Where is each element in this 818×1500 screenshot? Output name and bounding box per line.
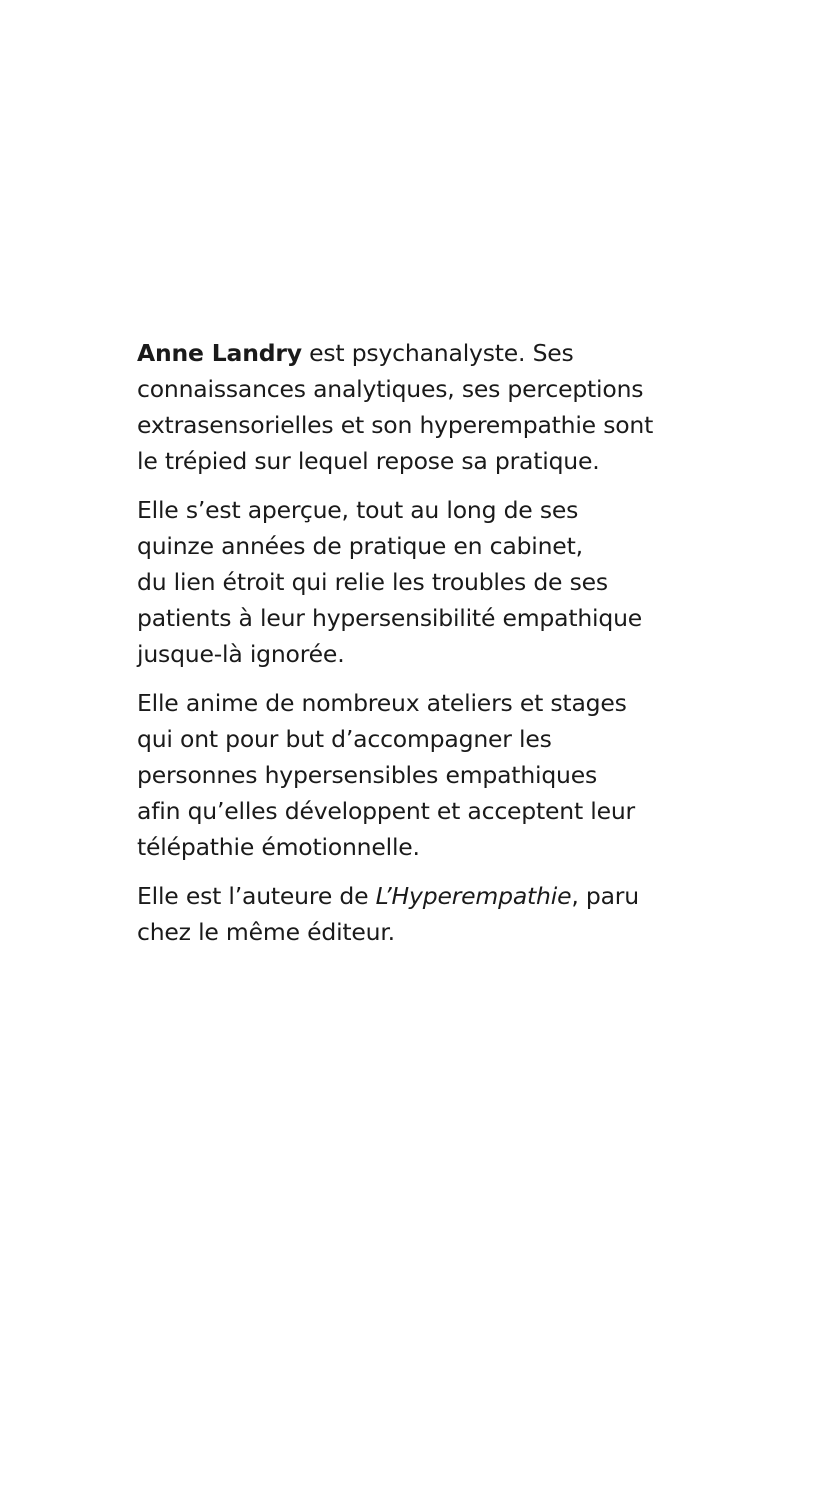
bio-p4-line-1-before: Elle est l’auteure de bbox=[137, 882, 376, 910]
author-biography bbox=[137, 335, 697, 963]
bio-p3-line-1: Elle anime de nombreux ateliers et stages bbox=[137, 689, 627, 717]
bio-p2-line-4: patients à leur hypersensibilité empathique bbox=[137, 604, 643, 632]
bio-p2-line-3: du lien étroit qui relie les troubles de ses bbox=[137, 568, 608, 596]
bio-p4-line-2: chez le même éditeur. bbox=[137, 918, 395, 946]
bio-p2-line-5: jusque-là ignorée. bbox=[137, 640, 345, 668]
bio-p3-line-2: qui ont pour but d’accompagner les bbox=[137, 725, 552, 753]
bio-p1-line-3: extrasensorielles et son hyperempathie sont bbox=[137, 411, 654, 439]
author-name: Anne Landry bbox=[137, 339, 302, 367]
book-title: L’Hyperempathie bbox=[375, 882, 572, 910]
bio-p2-line-1: Elle s’est aperçue, tout au long de ses bbox=[137, 496, 579, 524]
bio-p4-line-1 bbox=[137, 878, 697, 914]
bio-paragraph-2 bbox=[137, 492, 697, 672]
bio-p4-line-1-after: , paru bbox=[571, 882, 639, 910]
bio-p3-line-3: personnes hypersensibles empathiques bbox=[137, 761, 598, 789]
bio-p3-line-4: afin qu’elles développent et acceptent leur bbox=[137, 797, 636, 825]
bio-p3-line-5: télépathie émotionnelle. bbox=[137, 833, 420, 861]
bio-paragraph-1 bbox=[137, 335, 697, 479]
bio-p1-line-2: connaissances analytiques, ses perceptions bbox=[137, 375, 644, 403]
bio-p1-line-4: le trépied sur lequel repose sa pratique. bbox=[137, 447, 600, 475]
bio-p1-line-1-rest: est psychanalyste. Ses bbox=[301, 339, 574, 367]
bio-p1-line-1 bbox=[137, 335, 697, 371]
bio-p2-line-2: quinze années de pratique en cabinet, bbox=[137, 532, 583, 560]
bio-paragraph-4 bbox=[137, 878, 697, 950]
bio-paragraph-3 bbox=[137, 685, 697, 865]
